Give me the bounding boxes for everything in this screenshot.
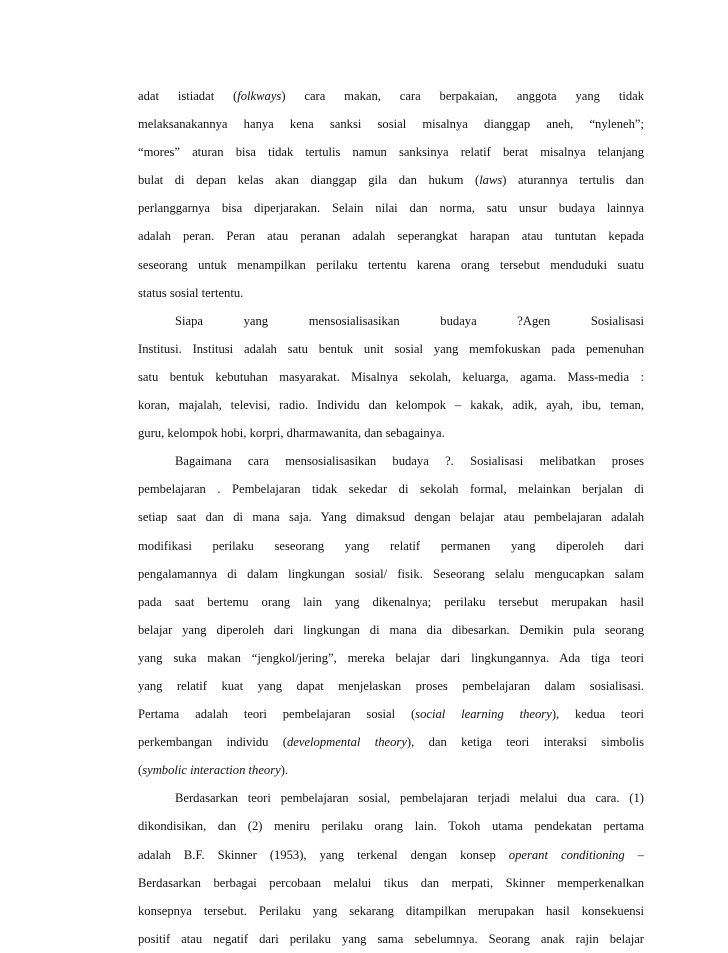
text-run: pada saat bertemu orang lain yang dikenalnya; perilaku tersebut merupakan hasil	[138, 594, 644, 609]
text-run: ) aturannya tertulis dan	[502, 173, 644, 188]
text-line	[138, 391, 644, 419]
text-run: –	[624, 847, 644, 862]
text-line	[138, 812, 644, 840]
text-run: adat istiadat (	[138, 89, 238, 103]
text-run: dikondisikan, dan (2) meniru perilaku orang lain. Tokoh utama pendekatan pertama	[138, 819, 644, 834]
text-line	[138, 784, 644, 812]
text-line	[138, 897, 644, 925]
text-line	[138, 222, 644, 250]
text-line	[138, 419, 644, 447]
text-run: konsepnya tersebut. Perilaku yang sekarang ditampilkan merupakan hasil konsekuensi	[138, 903, 644, 918]
text-run: adalah B.F. Skinner (1953), yang terkenal dengan konsep	[138, 847, 509, 862]
text-line	[138, 672, 644, 700]
text-line	[138, 194, 644, 222]
italic-term: laws	[479, 173, 503, 188]
text-line	[138, 560, 644, 588]
text-line	[138, 925, 644, 953]
text-run: Berdasarkan teori pembelajaran sosial, pembelajaran terjadi melalui dua cara. (1)	[175, 791, 644, 806]
text-line	[138, 447, 644, 475]
text-run: bulat di depan kelas akan dianggap gila dan hukum (	[138, 173, 480, 188]
text-run: Siapa yang mensosialisasikan budaya ?Agen Sosialisasi	[175, 313, 644, 328]
text-line	[138, 869, 644, 897]
text-run: perkembangan individu (	[138, 735, 287, 750]
text-line	[138, 363, 644, 391]
text-run: ) cara makan, cara berpakaian, anggota yang tidak	[281, 89, 645, 103]
text-line	[138, 138, 644, 166]
text-run: adalah peran. Peran atau peranan adalah seperangkat harapan atau tuntutan kepada	[138, 229, 644, 244]
text-run: perlanggarnya bisa diperjarakan. Selain nilai dan norma, satu unsur budaya lainnya	[138, 201, 644, 216]
italic-term: symbolic interaction theory	[142, 763, 281, 778]
text-line	[138, 335, 644, 363]
text-line	[138, 110, 644, 138]
text-run: pengalamannya di dalam lingkungan sosial/ fisik. Seseorang selalu mengucapkan salam	[138, 566, 644, 581]
text-line	[138, 616, 644, 644]
text-run: seseorang untuk menampilkan perilaku tertentu karena orang tersebut menduduki suatu	[138, 257, 644, 272]
text-line	[138, 307, 644, 335]
italic-term: developmental theory	[286, 735, 407, 750]
text-run: melaksanakannya hanya kena sanksi sosial misalnya dianggap aneh, “nyleneh”;	[138, 117, 644, 132]
text-line	[138, 503, 644, 531]
text-run: setiap saat dan di mana saja. Yang dimaksud dengan belajar atau pembelajaran adalah	[138, 510, 644, 525]
text-line	[138, 644, 644, 672]
text-run: Berdasarkan berbagai percobaan melalui tikus dan merpati, Skinner memperkenalkan	[138, 875, 644, 890]
text-run: “mores” aturan bisa tidak tertulis namun sanksinya relatif berat misalnya telanjang	[138, 145, 644, 160]
text-run: ), dan ketiga teori interaksi simbolis	[406, 735, 645, 750]
text-run: pembelajaran . Pembelajaran tidak sekedar di sekolah formal, melainkan berjalan di	[138, 482, 644, 497]
text-line	[138, 756, 644, 784]
text-run: status sosial tertentu.	[138, 285, 244, 300]
text-run: guru, kelompok hobi, korpri, dharmawanita, dan sebagainya.	[138, 426, 445, 441]
text-run: yang relatif kuat yang dapat menjelaskan proses pembelajaran dalam sosialisasi.	[138, 678, 644, 693]
text-line	[138, 700, 644, 728]
text-line	[138, 841, 644, 869]
text-line	[138, 279, 644, 307]
text-run: koran, majalah, televisi, radio. Individu dan kelompok – kakak, adik, ayah, ibu, teman,	[138, 398, 644, 413]
text-line	[138, 82, 644, 110]
text-run: Pertama adalah teori pembelajaran sosial (	[138, 707, 416, 722]
text-run: Bagaimana cara mensosialisasikan budaya ?. Sosialisasi melibatkan proses	[175, 454, 644, 469]
text-line	[138, 251, 644, 279]
text-run: yang suka makan “jengkol/jering”, mereka belajar dari lingkungannya. Ada tiga teori	[138, 650, 644, 665]
text-run: ), kedua teori	[551, 707, 645, 722]
text-line	[138, 475, 644, 503]
text-run: Institusi. Institusi adalah satu bentuk unit sosial yang memfokuskan pada pemenuhan	[138, 341, 644, 356]
text-run: ).	[280, 763, 289, 778]
italic-term: social learning theory	[415, 707, 552, 722]
text-run: modifikasi perilaku seseorang yang relatif permanen yang diperoleh dari	[138, 538, 644, 553]
text-line	[138, 532, 644, 560]
document-page	[138, 82, 644, 953]
text-run: positif atau negatif dari perilaku yang sama sebelumnya. Seorang anak rajin belajar	[138, 931, 644, 946]
text-line	[138, 728, 644, 756]
text-line	[138, 166, 644, 194]
italic-term: folkways	[237, 89, 282, 103]
text-run: satu bentuk kebutuhan masyarakat. Misalnya sekolah, keluarga, agama. Mass-media :	[138, 369, 644, 384]
text-line	[138, 588, 644, 616]
text-run: (	[138, 763, 143, 778]
italic-term: operant conditioning	[508, 847, 625, 862]
text-run: belajar yang diperoleh dari lingkungan di mana dia dibesarkan. Demikin pula seorang	[138, 622, 644, 637]
